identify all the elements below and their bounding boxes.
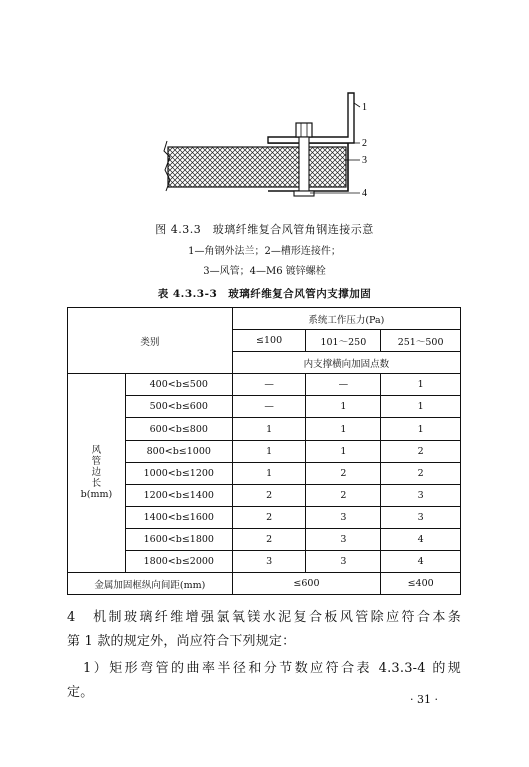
value-cell: 3 (381, 506, 461, 528)
value-cell: 3 (306, 506, 381, 528)
value-cell: 1 (232, 462, 306, 484)
table-row (68, 462, 461, 484)
pressure-level: 101～250 (306, 330, 381, 352)
category-header: 类别 (68, 308, 233, 374)
footer-label: 金属加固框纵向间距(mm) (68, 573, 233, 595)
table-footer-row (68, 573, 461, 595)
table-row (68, 528, 461, 550)
body-paragraph-line: 1）矩形弯管的曲率半径和分节数应符合表 4.3.3-4 的规 (83, 661, 461, 676)
value-cell: 2 (306, 484, 381, 506)
value-cell: 2 (381, 440, 461, 462)
value-cell: — (232, 396, 306, 418)
value-cell: 3 (381, 484, 461, 506)
pressure-level: 251～500 (381, 330, 461, 352)
range-cell: 1400<b≤1600 (125, 506, 232, 528)
body-paragraph-line: 定。 (67, 685, 94, 700)
range-cell: 800<b≤1000 (125, 440, 232, 462)
range-cell: 400<b≤500 (125, 374, 232, 396)
table-title: 表 4.3.3-3 玻璃纤维复合风管内支撑加固 (157, 288, 372, 300)
points-header: 内支撑横向加固点数 (232, 352, 460, 374)
value-cell: 1 (306, 440, 381, 462)
value-cell: 3 (232, 551, 306, 573)
callout-4: 4 (362, 188, 367, 199)
table-row (68, 440, 461, 462)
flange-connection-figure (150, 85, 380, 210)
value-cell: 2 (381, 462, 461, 484)
flange-diagram (150, 85, 380, 210)
table-row (68, 374, 461, 396)
value-cell: 1 (232, 418, 306, 440)
table-row (68, 484, 461, 506)
value-cell: 1 (306, 396, 381, 418)
reinforcement-table (67, 307, 461, 595)
callout-3: 3 (362, 155, 367, 166)
duct-panel (168, 147, 346, 187)
side-length-label: 风 管 边 长 b(mm) (68, 374, 126, 573)
bolt-washer (294, 191, 314, 196)
value-cell: 2 (306, 462, 381, 484)
range-cell: 500<b≤600 (125, 396, 232, 418)
value-cell: — (232, 374, 306, 396)
table-header-row (68, 308, 461, 330)
table-row (68, 396, 461, 418)
value-cell: 1 (381, 418, 461, 440)
value-cell: 3 (306, 551, 381, 573)
value-cell: 3 (306, 528, 381, 550)
figure-caption: 图 4.3.3 玻璃纤维复合风管角钢连接示意 (155, 223, 374, 236)
table-row (68, 551, 461, 573)
value-cell: 1 (381, 374, 461, 396)
value-cell: 2 (232, 528, 306, 550)
pressure-level: ≤100 (232, 330, 306, 352)
footer-value: ≤600 (232, 573, 381, 595)
value-cell: — (306, 374, 381, 396)
table-row (68, 506, 461, 528)
footer-value: ≤400 (381, 573, 461, 595)
value-cell: 1 (306, 418, 381, 440)
body-paragraph-line: 4 机制玻璃纤维增强氯氧镁水泥复合板风管除应符合本条 (67, 610, 461, 625)
figure-legend-line-1: 1—角钢外法兰；2—槽形连接件； (188, 246, 341, 257)
pressure-header: 系统工作压力(Pa) (232, 308, 460, 330)
table-row (68, 418, 461, 440)
range-cell: 1000<b≤1200 (125, 462, 232, 484)
value-cell: 4 (381, 528, 461, 550)
callout-1: 1 (362, 102, 367, 113)
value-cell: 1 (232, 440, 306, 462)
value-cell: 1 (381, 396, 461, 418)
bolt-shank (299, 137, 309, 191)
value-cell: 4 (381, 551, 461, 573)
value-cell: 2 (232, 484, 306, 506)
range-cell: 1800<b≤2000 (125, 551, 232, 573)
value-cell: 2 (232, 506, 306, 528)
bolt-nut (296, 123, 312, 137)
body-paragraph-line: 第 1 款的规定外，尚应符合下列规定： (67, 634, 296, 649)
callout-2: 2 (362, 138, 367, 149)
range-cell: 1600<b≤1800 (125, 528, 232, 550)
page-number: · 31 · (410, 693, 438, 706)
range-cell: 1200<b≤1400 (125, 484, 232, 506)
figure-legend-line-2: 3—风管；4—M6 镀锌螺栓 (203, 266, 326, 277)
range-cell: 600<b≤800 (125, 418, 232, 440)
